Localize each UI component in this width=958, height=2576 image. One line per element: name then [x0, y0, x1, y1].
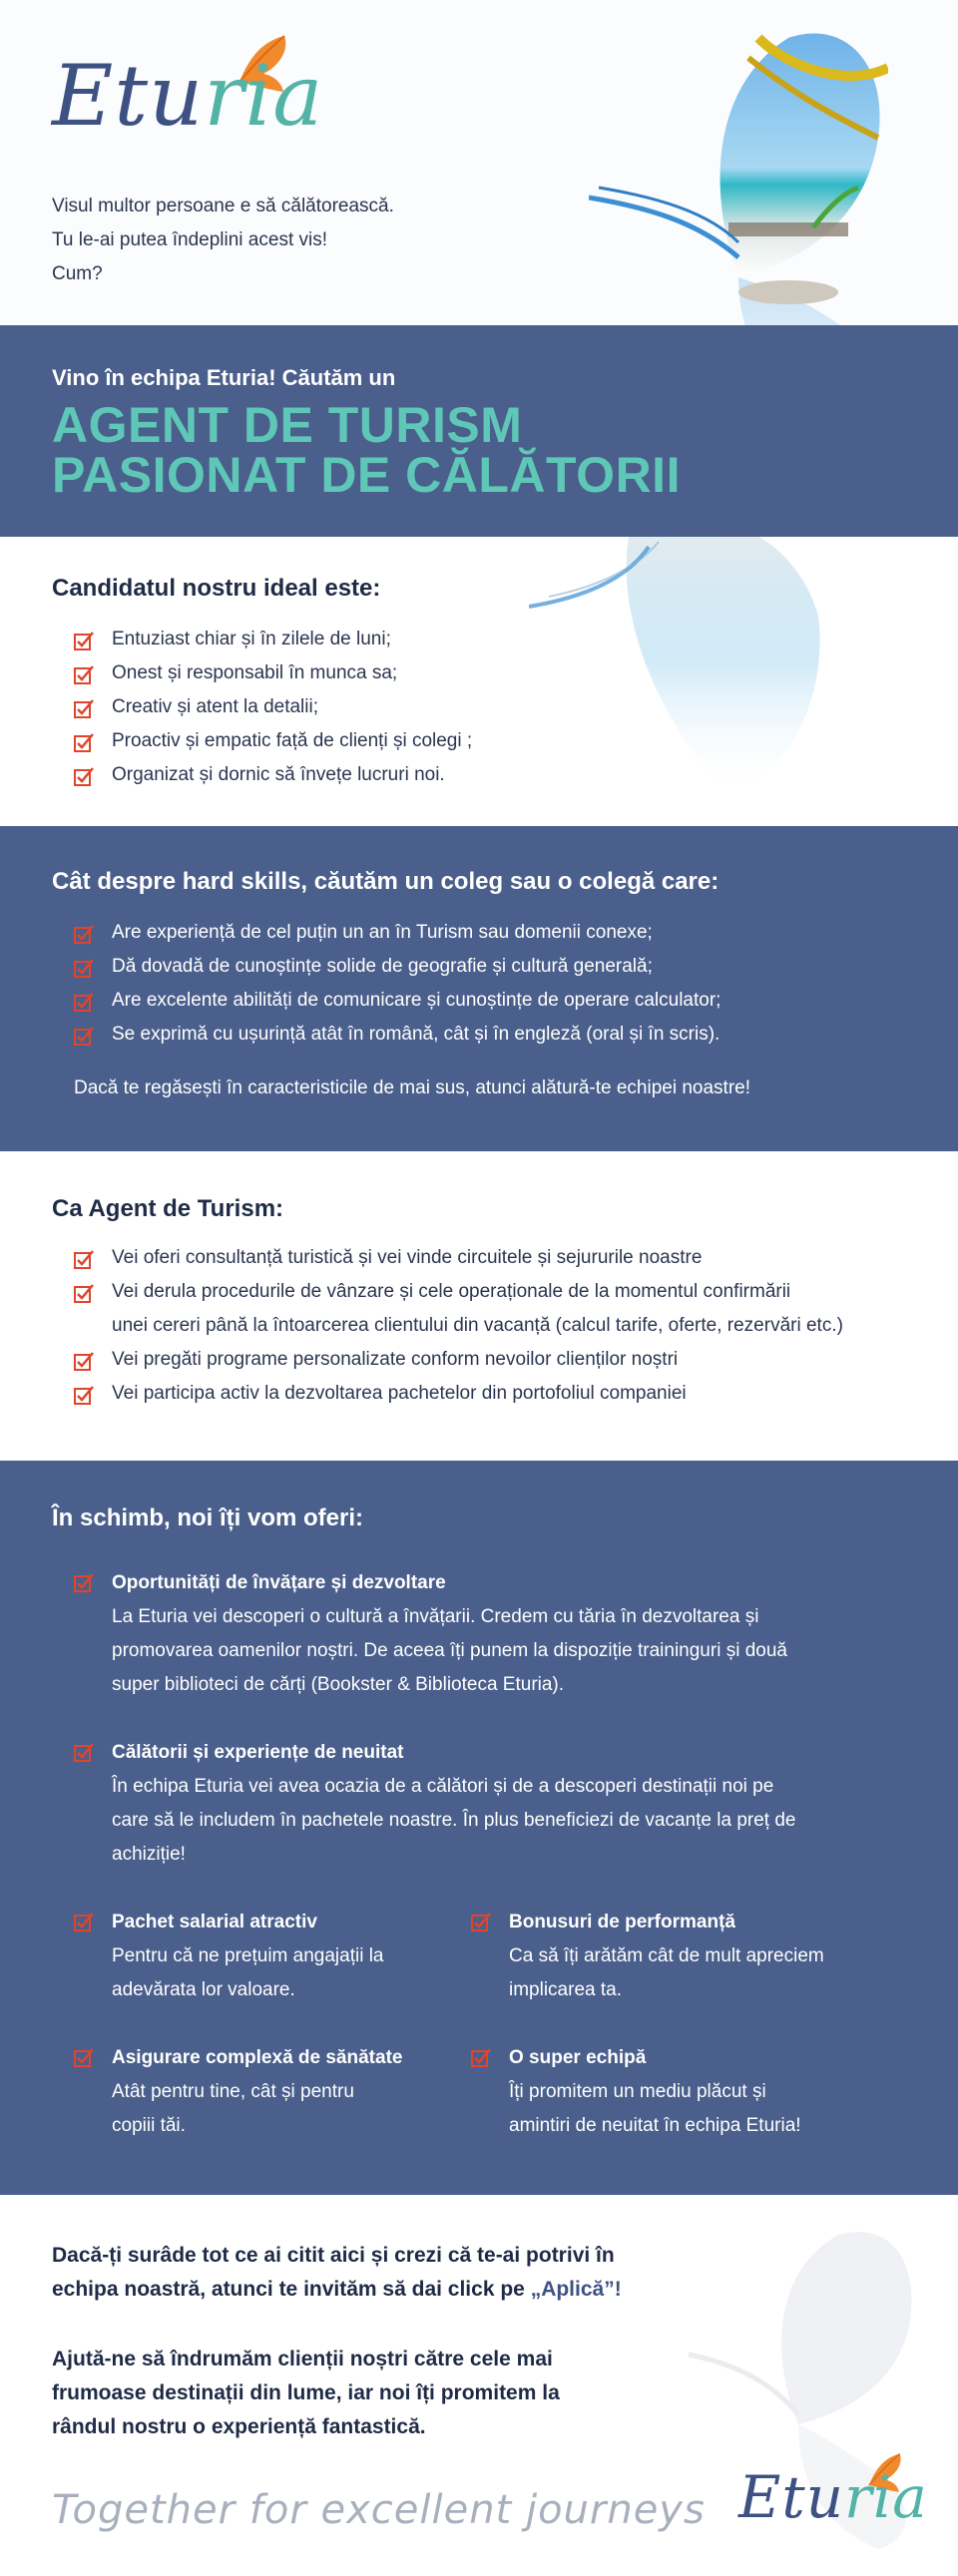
intro-tagline: [52, 190, 394, 291]
list-item: [74, 1018, 720, 1052]
checkbox-check-icon: [74, 1912, 94, 1932]
list-item: [74, 656, 472, 690]
list-item-text: Entuziast chiar și în zilele de luni;: [112, 629, 391, 649]
footer-line: Dacă-ți surâde tot ce ai citit aici și crezi că te-ai potrivi în: [52, 2244, 615, 2267]
agent-list: [74, 1241, 843, 1411]
list-item: [74, 690, 472, 724]
benefit-title: Bonusuri de performanță: [509, 1912, 735, 1932]
hero-intro: Vino în echipa Eturia! Căutăm un: [52, 365, 396, 390]
footer-line: frumoase destinații din lume, iar noi îți promitem la: [52, 2381, 560, 2404]
list-item: [74, 1241, 843, 1275]
logo-word-part2: ria: [844, 2463, 928, 2531]
checkbox-check-icon: [471, 2047, 491, 2067]
hero-title-line: AGENT DE TURISM: [52, 397, 523, 453]
benefit-text: amintiri de neuitat în echipa Eturia!: [509, 2115, 801, 2136]
benefit-title: Oportunități de învățare și dezvoltare: [112, 1572, 446, 1593]
ideal-list: [74, 623, 472, 792]
list-item-text: Vei participa activ la dezvoltarea pachetelor din portofoliul companiei: [112, 1383, 687, 1404]
footer-cta-paragraph: [52, 2239, 622, 2307]
footer-line: echipa noastră, atunci te invităm să dai click pe: [52, 2278, 531, 2301]
footer-line: Ajută-ne să îndrumăm clienții noștri către cele mai: [52, 2348, 553, 2370]
list-item-text-continued: unei cereri până la întoarcerea clientului din vacanță (calcul tarife, oferte, rezervări etc.): [112, 1315, 843, 1336]
benefit-text: Ca să îți arătăm cât de mult apreciem: [509, 1945, 824, 1966]
logo-word-part1: Etu: [52, 47, 205, 145]
footer-line-with-link: [52, 2273, 622, 2307]
footer-promise-paragraph: [52, 2343, 560, 2444]
logo-word-part2: ria: [204, 47, 324, 145]
list-item-text: Proactiv și empatic față de clienți și colegi ;: [112, 730, 473, 751]
list-item: [74, 1377, 843, 1411]
checkbox-check-icon: [74, 698, 94, 718]
checkbox-check-icon: [74, 1249, 94, 1269]
offer-title: În schimb, noi îți vom oferi:: [52, 1504, 364, 1531]
list-item-text: Se exprimă cu ușurință atât în română, cât și în engleză (oral și în scris).: [112, 1024, 720, 1045]
ideal-title: Candidatul nostru ideal este:: [52, 575, 381, 602]
eturia-logo: [52, 40, 324, 160]
checkbox-check-icon: [74, 766, 94, 786]
list-item: [74, 984, 720, 1018]
hero-title-line: PASIONAT DE CĂLĂTORII: [52, 447, 681, 503]
intro-line: Cum?: [52, 263, 103, 284]
ideal-candidate-section: [0, 537, 958, 826]
checkbox-check-icon: [74, 664, 94, 684]
benefit-item: [471, 1906, 890, 2007]
intro-line: Tu le-ai putea îndeplini acest vis!: [52, 229, 328, 250]
list-item-text: Vei pregăti programe personalizate conform nevoilor clienților noștri: [112, 1349, 679, 1370]
benefit-text: Atât pentru tine, cât și pentru: [112, 2081, 354, 2102]
checkbox-check-icon: [74, 631, 94, 650]
benefit-item: [74, 1566, 892, 1702]
benefit-text: adevărata lor valoare.: [112, 1979, 295, 2000]
checkbox-check-icon: [74, 1026, 94, 1046]
list-item-text: Vei oferi consultanță turistică și vei vinde circuitele și sejururile noastre: [112, 1247, 703, 1268]
agent-title: Ca Agent de Turism:: [52, 1195, 284, 1222]
benefit-text: În echipa Eturia vei avea ocazia de a călători și de a descoperi destinații noi pe: [112, 1776, 774, 1797]
list-item: [74, 950, 720, 984]
footer: [0, 2195, 958, 2576]
list-item: [74, 1275, 843, 1343]
checkbox-check-icon: [74, 1742, 94, 1762]
list-item-text: Are experiență de cel puțin un an în Turism sau domenii conexe;: [112, 922, 653, 943]
hero-banner: [0, 325, 958, 537]
agent-duties-section: [0, 1151, 958, 1461]
list-item-text: Dă dovadă de cunoștințe solide de geografie și cultură generală;: [112, 956, 653, 977]
list-item-text: Organizat și dornic să învețe lucruri noi.: [112, 764, 445, 785]
benefit-text: promovarea oamenilor noștri. De aceea îți punem la dispoziție traininguri și două: [112, 1640, 787, 1661]
list-item-text: Are excelente abilități de comunicare și cunoștințe de operare calculator;: [112, 990, 721, 1011]
benefits-section: [0, 1461, 958, 2195]
logo-word-part1: Etu: [738, 2463, 845, 2531]
list-item: [74, 724, 472, 758]
benefit-text: La Eturia vei descoperi o cultură a învățarii. Credem cu tăria în dezvoltarea și: [112, 1606, 759, 1627]
list-item: [74, 1343, 843, 1377]
benefit-text: implicarea ta.: [509, 1979, 622, 2000]
benefit-text: Îți promitem un mediu plăcut și: [509, 2081, 766, 2102]
hero-title: [52, 397, 681, 503]
list-item-text: Creativ și atent la detalii;: [112, 696, 318, 717]
checkbox-check-icon: [74, 2047, 94, 2067]
checkbox-check-icon: [74, 992, 94, 1012]
hardskills-closing: Dacă te regăsești în caracteristicile de mai sus, atunci alătură-te echipei noastre!: [74, 1077, 750, 1098]
benefit-text: copiii tăi.: [112, 2115, 186, 2136]
hardskills-list: [74, 916, 720, 1052]
benefit-item: [74, 1906, 453, 2007]
benefit-item: [74, 1736, 892, 1872]
benefit-item: [471, 2041, 890, 2143]
benefit-item: [74, 2041, 453, 2143]
checkbox-check-icon: [74, 924, 94, 944]
checkbox-check-icon: [74, 1385, 94, 1405]
benefit-text: Pentru că ne prețuim angajații la: [112, 1945, 384, 1966]
list-item-text: Vei derula procedurile de vânzare și cele operaționale de la momentul confirmării: [112, 1281, 791, 1302]
list-item-text: Onest și responsabil în munca sa;: [112, 662, 398, 683]
hardskills-title: Cât despre hard skills, căutăm un coleg sau o colegă care:: [52, 868, 719, 895]
hard-skills-section: [0, 826, 958, 1151]
apply-link[interactable]: „Aplică”!: [530, 2278, 622, 2301]
benefit-text: care să le includem în pachetele noastre. În plus beneficiezi de vacanțe la preț de: [112, 1810, 796, 1831]
eturia-footer-logo: [738, 2456, 928, 2546]
list-item: [74, 758, 472, 792]
benefit-title: Asigurare complexă de sănătate: [112, 2047, 403, 2068]
checkbox-check-icon: [471, 1912, 491, 1932]
footer-line: rândul nostru o experiență fantastică.: [52, 2415, 426, 2438]
benefit-title: O super echipă: [509, 2047, 647, 2068]
list-item: [74, 916, 720, 950]
intro-line: Visul multor persoane e să călătorească.: [52, 196, 394, 216]
checkbox-check-icon: [74, 1351, 94, 1371]
checkbox-check-icon: [74, 732, 94, 752]
wing-reflection: [529, 537, 928, 816]
benefit-text: achiziție!: [112, 1844, 186, 1865]
checkbox-check-icon: [74, 1283, 94, 1303]
benefit-text: super biblioteci de cărți (Bookster & Biblioteca Eturia).: [112, 1674, 565, 1695]
checkbox-check-icon: [74, 958, 94, 978]
benefit-title: Călătorii și experiențe de neuitat: [112, 1742, 404, 1763]
slogan: Together for excellent journeys: [52, 2487, 706, 2533]
checkbox-check-icon: [74, 1572, 94, 1592]
list-item: [74, 623, 472, 656]
benefit-title: Pachet salarial atractiv: [112, 1912, 317, 1932]
